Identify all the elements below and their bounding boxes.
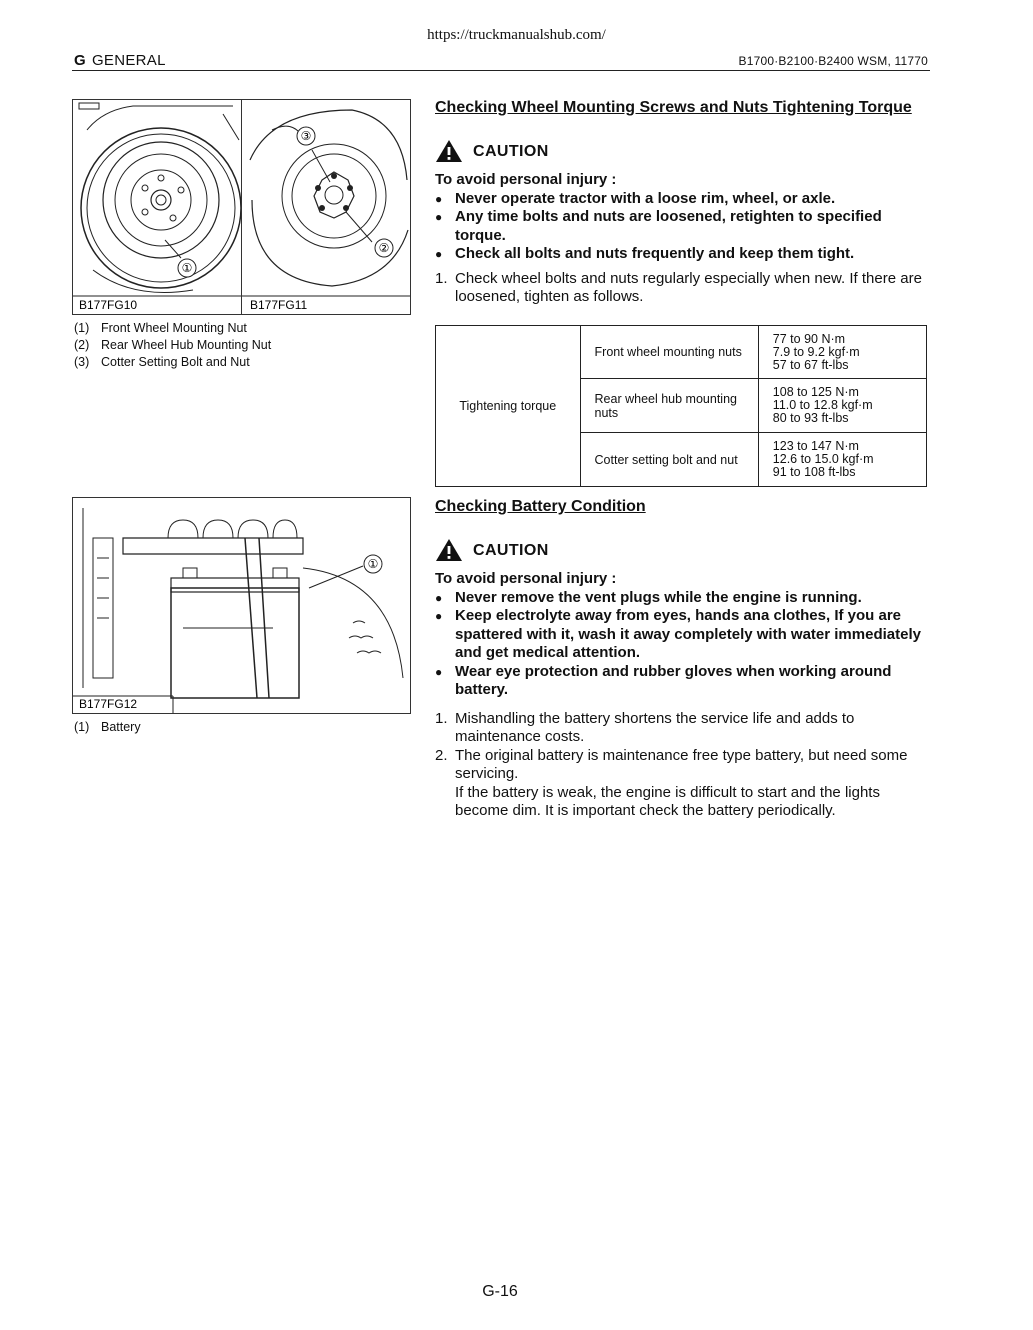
battery-caution-bullet: ● Never remove the vent plugs while the engine is running. bbox=[435, 589, 925, 608]
rear-wheel-figure-code: B177FG11 bbox=[250, 298, 308, 312]
front-wheel-illustration bbox=[73, 100, 242, 314]
section-name: GENERAL bbox=[91, 52, 166, 69]
warning-icon bbox=[435, 139, 463, 163]
rear-wheel-figure bbox=[241, 99, 411, 315]
battery-caution-label: CAUTION bbox=[473, 542, 549, 559]
warning-icon bbox=[435, 538, 463, 562]
torque-item: Rear wheel hub mounting nuts bbox=[580, 379, 758, 433]
wheel-caution bbox=[435, 139, 930, 163]
section-title bbox=[74, 52, 166, 69]
caption-item: (1) Battery bbox=[74, 720, 141, 734]
wheel-figure-captions bbox=[74, 320, 414, 371]
header-rule bbox=[72, 70, 930, 71]
torque-values: 77 to 90 N·m 7.9 to 9.2 kgf·m 57 to 67 ft-lbs bbox=[758, 326, 926, 379]
wheel-caution-label: CAUTION bbox=[473, 143, 549, 160]
rear-wheel-callout-2: ② bbox=[378, 241, 390, 255]
rear-wheel-illustration bbox=[242, 100, 410, 314]
wheel-caution-bullet: ● Check all bolts and nuts frequently and keep them tight. bbox=[435, 245, 930, 264]
torque-item: Front wheel mounting nuts bbox=[580, 326, 758, 379]
battery-caution-intro: To avoid personal injury : bbox=[435, 570, 617, 587]
wheel-section-title: Checking Wheel Mounting Screws and Nuts Tightening Torque bbox=[435, 99, 912, 116]
battery-step-extra: If the battery is weak, the engine is difficult to start and the lights become dim. It is important check the battery periodically. bbox=[455, 783, 880, 819]
wheel-step: 1. Check wheel bolts and nuts regularly especially when new. If there are loosened, tighten as follows. bbox=[435, 269, 922, 305]
wheel-caution-bullet: ● Any time bolts and nuts are loosened, retighten to specified torque. bbox=[435, 208, 930, 245]
source-url: https://truckmanualshub.com/ bbox=[427, 27, 606, 43]
battery-caution bbox=[435, 538, 925, 562]
battery-step: 2. The original battery is maintenance free type battery, but need some servicing. If the battery is weak, the engine is difficult to start and the lights become dim. It is important check the battery periodically. bbox=[435, 747, 925, 821]
battery-section bbox=[435, 498, 925, 821]
model-reference: B1700·B2100·B2400 WSM, 11770 bbox=[738, 54, 928, 68]
section-letter: G bbox=[74, 52, 86, 69]
battery-callout: ① bbox=[367, 557, 379, 571]
table-row bbox=[436, 326, 927, 379]
battery-figure-captions bbox=[74, 719, 374, 736]
torque-values: 123 to 147 N·m 12.6 to 15.0 kgf·m 91 to 108 ft-lbs bbox=[758, 433, 926, 487]
torque-values: 108 to 125 N·m 11.0 to 12.8 kgf·m 80 to 93 ft-lbs bbox=[758, 379, 926, 433]
battery-section-title: Checking Battery Condition bbox=[435, 498, 646, 515]
battery-figure-code: B177FG12 bbox=[79, 697, 138, 711]
battery-illustration bbox=[73, 498, 410, 713]
caption-item: (2) Rear Wheel Hub Mounting Nut bbox=[74, 338, 272, 352]
battery-caution-bullet: ● Keep electrolyte away from eyes, hands ana clothes, If you are spattered with it, wash it away completely with water immediately and get medical attention. bbox=[435, 607, 925, 663]
caption-item: (3) Cotter Setting Bolt and Nut bbox=[74, 355, 250, 369]
rear-wheel-callout-3: ③ bbox=[300, 129, 312, 143]
torque-table bbox=[435, 325, 927, 487]
wheel-caution-bullet: ● Never operate tractor with a loose rim, wheel, or axle. bbox=[435, 190, 930, 209]
battery-caution-bullet: ● Wear eye protection and rubber gloves when working around battery. bbox=[435, 663, 925, 700]
caption-item: (1) Front Wheel Mounting Nut bbox=[74, 321, 247, 335]
page-number: G-16 bbox=[482, 1283, 518, 1300]
front-wheel-figure bbox=[72, 99, 243, 315]
torque-item: Cotter setting bolt and nut bbox=[580, 433, 758, 487]
battery-step: 1. Mishandling the battery shortens the service life and adds to maintenance costs. bbox=[435, 709, 855, 745]
front-wheel-figure-code: B177FG10 bbox=[79, 298, 138, 312]
wheel-section bbox=[435, 99, 930, 307]
torque-row-label: Tightening torque bbox=[436, 326, 581, 487]
front-wheel-callout: ① bbox=[181, 261, 193, 275]
battery-figure bbox=[72, 497, 411, 714]
wheel-caution-intro: To avoid personal injury : bbox=[435, 171, 617, 188]
